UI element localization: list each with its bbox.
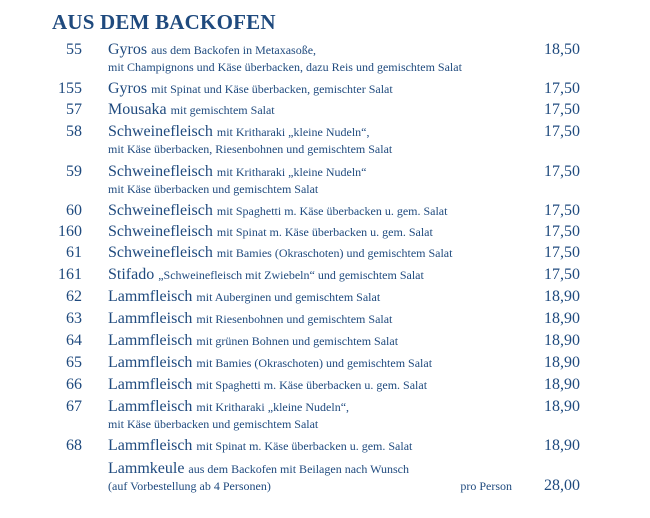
- item-price: 28,00: [544, 477, 580, 494]
- section-title: AUS DEM BACKOFEN: [52, 10, 276, 34]
- item-description: mit Spinat m. Käse überbacken u. gem. Salat: [216, 225, 433, 239]
- item-description: mit Bamies (Okraschoten) und gemischtem Salat: [216, 246, 453, 260]
- item-description: mit gemischtem Salat: [170, 103, 275, 117]
- item-description: mit Riesenbohnen und gemischtem Salat: [196, 312, 393, 326]
- item-description: mit grünen Bohnen und gemischtem Salat: [196, 334, 399, 348]
- item-number: 62: [66, 288, 82, 305]
- item-name: Schweinefleisch: [108, 223, 213, 240]
- item-name: Mousaka: [108, 101, 167, 118]
- item-name: Lammfleisch: [108, 288, 193, 305]
- item-name: Lammfleisch: [108, 376, 193, 393]
- item-number: 57: [66, 101, 82, 118]
- item-number: 155: [58, 80, 82, 97]
- menu-item: [0, 100, 650, 122]
- menu-item: [0, 79, 650, 100]
- item-description: „Schweinefleisch mit Zwiebeln“ und gemischtem Salat: [158, 268, 424, 282]
- item-description: mit Spinat und Käse überbacken, gemischter Salat: [151, 82, 393, 96]
- item-body: [108, 100, 528, 120]
- menu-item: [0, 222, 650, 243]
- item-body: [108, 265, 528, 285]
- menu-item: [0, 353, 650, 375]
- item-number: 66: [66, 376, 82, 393]
- menu-item: [0, 309, 650, 331]
- item-number: 65: [66, 354, 82, 371]
- item-price: 18,90: [544, 332, 580, 349]
- item-body: [108, 162, 528, 197]
- item-price: 17,50: [544, 123, 580, 140]
- menu-item: [0, 40, 650, 79]
- item-description-line2: mit Käse überbacken und gemischtem Salat: [108, 417, 319, 431]
- item-price: 17,50: [544, 163, 580, 180]
- item-description: mit Kritharaki „kleine Nudeln“,: [196, 400, 350, 414]
- item-name: Schweinefleisch: [108, 202, 213, 219]
- menu-item: [0, 265, 650, 287]
- item-description: aus dem Backofen in Metaxasoße,: [151, 43, 317, 57]
- menu-item: [0, 287, 650, 309]
- item-number: 55: [66, 41, 82, 58]
- item-description: mit Spaghetti m. Käse überbacken u. gem. Salat: [216, 204, 448, 218]
- item-number: 63: [66, 310, 82, 327]
- item-number: 68: [66, 437, 82, 454]
- item-name: Stifado: [108, 266, 155, 283]
- item-name: Schweinefleisch: [108, 123, 213, 140]
- item-description: mit Bamies (Okraschoten) und gemischtem Salat: [196, 356, 433, 370]
- item-body: [108, 375, 528, 395]
- menu-item: [0, 397, 650, 436]
- menu-item: [0, 162, 650, 201]
- item-body: [108, 287, 528, 307]
- menu-item: [0, 201, 650, 222]
- item-body: [108, 201, 528, 221]
- item-number: 161: [58, 266, 82, 283]
- item-name: Gyros: [108, 41, 148, 58]
- item-price: 18,90: [544, 354, 580, 371]
- item-description: mit Auberginen und gemischtem Salat: [196, 290, 381, 304]
- item-body: [108, 353, 528, 373]
- menu-item: [0, 459, 650, 497]
- item-name: Lammfleisch: [108, 398, 193, 415]
- item-name: Lammfleisch: [108, 332, 193, 349]
- item-body: [108, 122, 528, 157]
- item-description-line2: mit Käse überbacken und gemischtem Salat: [108, 182, 319, 196]
- item-number: 61: [66, 244, 82, 261]
- item-price: 18,90: [544, 310, 580, 327]
- item-unit: pro Person: [460, 479, 512, 493]
- item-price: 17,50: [544, 202, 580, 219]
- item-price: 17,50: [544, 101, 580, 118]
- item-description: mit Kritharaki „kleine Nudeln“: [216, 165, 367, 179]
- menu-item: [0, 375, 650, 397]
- item-description: aus dem Backofen mit Beilagen nach Wunsch: [188, 462, 409, 476]
- menu-list: [0, 40, 650, 497]
- item-number: 160: [58, 223, 82, 240]
- item-body: [108, 40, 528, 75]
- item-price: 18,90: [544, 437, 580, 454]
- item-number: 59: [66, 163, 82, 180]
- item-description: mit Spaghetti m. Käse überbacken u. gem. Salat: [196, 378, 428, 392]
- menu-item: [0, 331, 650, 353]
- item-name: Lammkeule: [108, 460, 185, 477]
- item-name: Lammfleisch: [108, 354, 193, 371]
- item-number: 58: [66, 123, 82, 140]
- item-description-line2: (auf Vorbestellung ab 4 Personen): [108, 479, 271, 493]
- item-number: 64: [66, 332, 82, 349]
- item-body: [108, 331, 528, 351]
- item-description: mit Kritharaki „kleine Nudeln“,: [216, 125, 370, 139]
- item-body: [108, 79, 528, 99]
- item-price: 17,50: [544, 244, 580, 261]
- item-price: 18,90: [544, 288, 580, 305]
- item-price: 18,90: [544, 376, 580, 393]
- item-body: [108, 397, 528, 432]
- menu-item: [0, 243, 650, 265]
- item-number: 67: [66, 398, 82, 415]
- item-body: [108, 243, 528, 263]
- item-description-line2: mit Käse überbacken, Riesenbohnen und gemischtem Salat: [108, 142, 393, 156]
- item-description: mit Spinat m. Käse überbacken u. gem. Salat: [196, 439, 413, 453]
- item-name: Schweinefleisch: [108, 244, 213, 261]
- item-price: 18,50: [544, 41, 580, 58]
- item-price: 17,50: [544, 223, 580, 240]
- item-price: 17,50: [544, 80, 580, 97]
- item-name: Gyros: [108, 80, 148, 97]
- item-name: Schweinefleisch: [108, 163, 213, 180]
- menu-item: [0, 122, 650, 162]
- item-body: [108, 436, 528, 456]
- item-body: [108, 222, 528, 242]
- item-name: Lammfleisch: [108, 310, 193, 327]
- menu-item: [0, 436, 650, 459]
- item-description-line2: mit Champignons und Käse überbacken, dazu Reis und gemischtem Salat: [108, 60, 462, 74]
- item-price: 18,90: [544, 398, 580, 415]
- item-name: Lammfleisch: [108, 437, 193, 454]
- item-number: 60: [66, 202, 82, 219]
- item-price: 17,50: [544, 266, 580, 283]
- item-body: [108, 309, 528, 329]
